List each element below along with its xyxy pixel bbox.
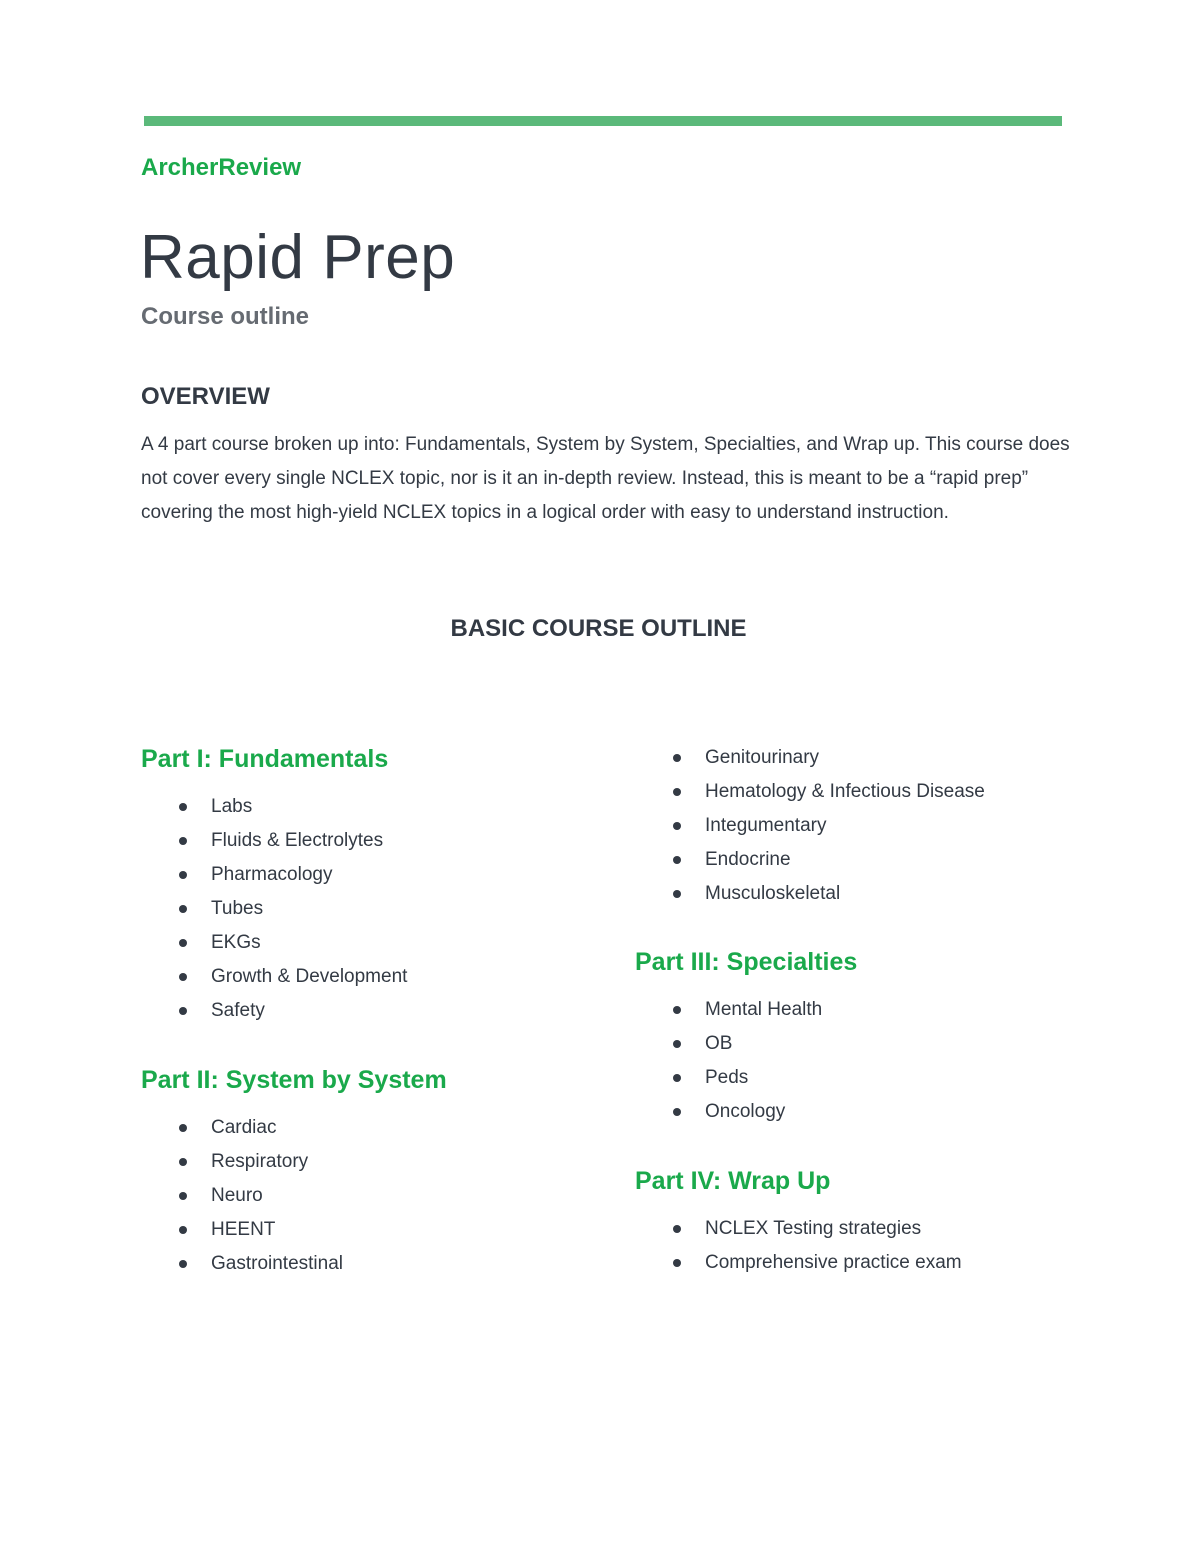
bullet-icon: [179, 1007, 187, 1015]
list-item: [635, 877, 985, 911]
list-item-label: Pharmacology: [211, 864, 333, 885]
list-item: [141, 1145, 447, 1179]
bullet-icon: [673, 1225, 681, 1233]
list-item-label: Peds: [705, 1067, 749, 1088]
part-system-by-system: [141, 1063, 447, 1281]
bullet-icon: [179, 1260, 187, 1268]
bullet-icon: [179, 973, 187, 981]
bullet-icon: [179, 871, 187, 879]
overview-heading: OVERVIEW: [141, 383, 270, 410]
bullet-icon: [179, 1124, 187, 1132]
list-item-label: Gastrointestinal: [211, 1253, 344, 1274]
list-item-label: Tubes: [211, 898, 264, 919]
outline-heading: BASIC COURSE OUTLINE: [450, 615, 747, 642]
overview-text: A 4 part course broken up into: Fundamentals, System by System, Specialties, and Wrap up. This course does not cover every single NCLEX topic, nor is it an in-depth review. Instead, this is meant to be a “rapid prep” covering the most high-yield NCLEX topics in a logical order with easy to understand instruction.: [141, 434, 1070, 523]
list-item: [141, 994, 407, 1028]
bullet-icon: [673, 1108, 681, 1116]
list-item-label: Genitourinary: [705, 747, 820, 768]
list-item: [141, 892, 407, 926]
part-item-list: [141, 790, 407, 1028]
bullet-icon: [179, 1192, 187, 1200]
list-item: [635, 741, 985, 775]
list-item: [635, 1095, 857, 1129]
list-item-label: Neuro: [211, 1185, 263, 1206]
bullet-icon: [673, 788, 681, 796]
list-item-label: EKGs: [211, 932, 261, 953]
brand-logo: ArcherReview: [141, 154, 302, 181]
list-item-label: Integumentary: [705, 815, 827, 836]
list-item: [635, 1061, 857, 1095]
list-item: [141, 960, 407, 994]
bullet-icon: [179, 803, 187, 811]
list-item-label: Endocrine: [705, 849, 791, 870]
list-item: [635, 809, 985, 843]
bullet-icon: [673, 754, 681, 762]
list-item: [141, 790, 407, 824]
list-item: [141, 1111, 447, 1145]
list-item: [141, 824, 407, 858]
list-item: [635, 1246, 962, 1280]
list-item: [635, 1212, 962, 1246]
part-item-list: [141, 1111, 447, 1281]
part-item-list: [635, 741, 985, 911]
part-fundamentals: [141, 742, 407, 1028]
list-item-label: Hematology & Infectious Disease: [705, 781, 985, 802]
bullet-icon: [179, 905, 187, 913]
part-wrap-up: [635, 1164, 962, 1280]
page-title: Rapid Prep: [140, 223, 456, 292]
bullet-icon: [673, 1040, 681, 1048]
bullet-icon: [673, 1259, 681, 1267]
part-title: Part I: Fundamentals: [141, 745, 389, 773]
list-item-label: Respiratory: [211, 1151, 309, 1172]
list-item: [635, 993, 857, 1027]
list-item: [141, 1179, 447, 1213]
bullet-icon: [673, 856, 681, 864]
page-subtitle: Course outline: [141, 303, 310, 330]
bullet-icon: [179, 1158, 187, 1166]
list-item-label: Comprehensive practice exam: [705, 1252, 962, 1273]
list-item-label: Cardiac: [211, 1117, 277, 1138]
list-item-label: Fluids & Electrolytes: [211, 830, 384, 851]
part-title: Part IV: Wrap Up: [635, 1167, 831, 1195]
list-item-label: Labs: [211, 796, 253, 817]
list-item: [141, 858, 407, 892]
list-item: [635, 1027, 857, 1061]
part-specialties: [635, 945, 857, 1129]
list-item-label: HEENT: [211, 1219, 276, 1240]
bullet-icon: [179, 939, 187, 947]
list-item: [141, 1213, 447, 1247]
list-item: [635, 843, 985, 877]
list-item: [635, 775, 985, 809]
top-rule: [144, 116, 1062, 126]
bullet-icon: [673, 822, 681, 830]
list-item-label: NCLEX Testing strategies: [705, 1218, 922, 1239]
list-item: [141, 1247, 447, 1281]
list-item-label: Safety: [211, 1000, 265, 1021]
part-system-by-system-continued: [635, 741, 985, 911]
part-item-list: [635, 993, 857, 1129]
list-item-label: Musculoskeletal: [705, 883, 841, 904]
part-title: Part III: Specialties: [635, 948, 858, 976]
part-title: Part II: System by System: [141, 1066, 447, 1094]
list-item-label: OB: [705, 1033, 733, 1054]
bullet-icon: [179, 837, 187, 845]
bullet-icon: [179, 1226, 187, 1234]
list-item-label: Oncology: [705, 1101, 786, 1122]
bullet-icon: [673, 890, 681, 898]
bullet-icon: [673, 1006, 681, 1014]
list-item-label: Growth & Development: [211, 966, 408, 987]
list-item-label: Mental Health: [705, 999, 823, 1020]
list-item: [141, 926, 407, 960]
part-item-list: [635, 1212, 962, 1280]
bullet-icon: [673, 1074, 681, 1082]
